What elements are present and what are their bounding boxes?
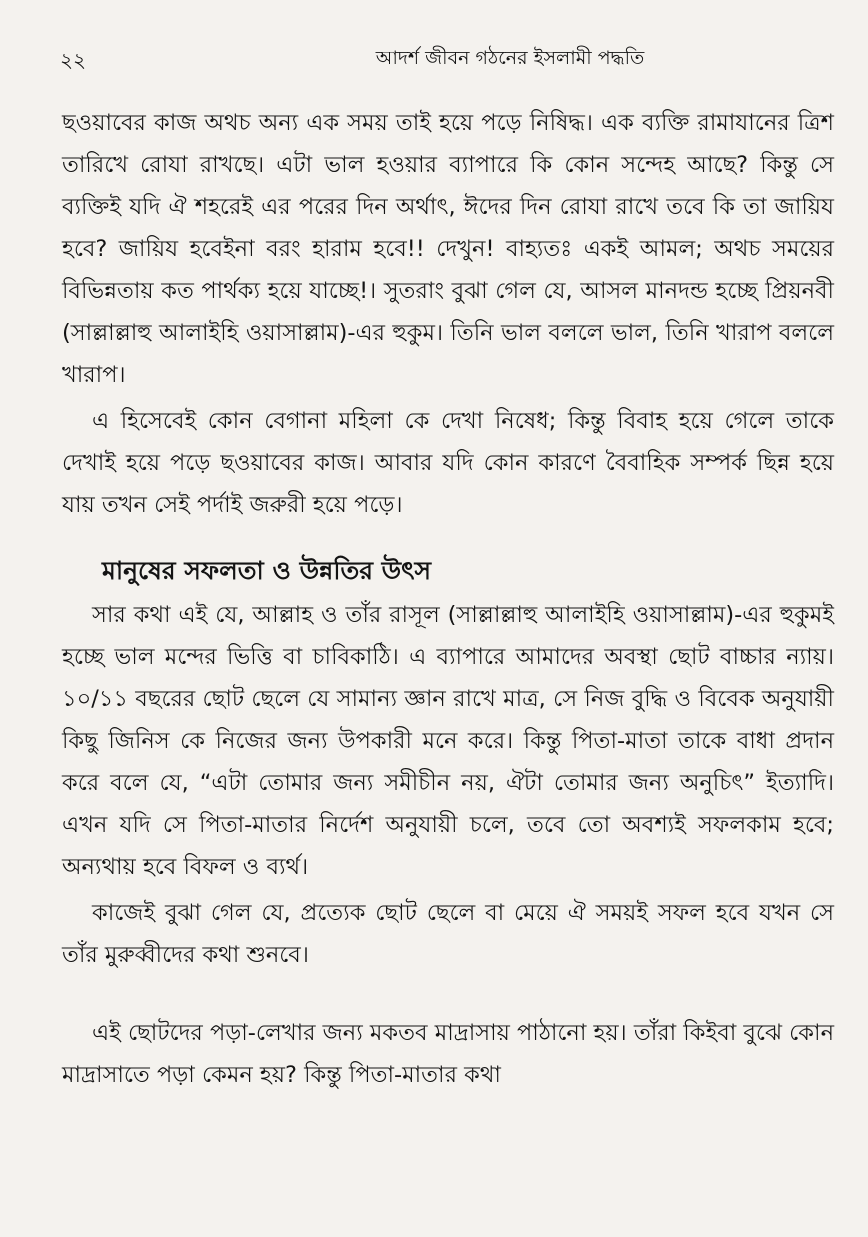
paragraph: কাজেই বুঝা গেল যে, প্রত্যেক ছোট ছেলে বা মেয়ে ঐ সময়ই সফল হবে যখন সে তাঁর মুরুব্বীদের কথা শুনবে। (62, 900, 834, 968)
page-number: ২২ (60, 48, 87, 72)
paragraph: ছওয়াবের কাজ অথচ অন্য এক সময় তাই হয়ে পড়ে নিষিদ্ধ। এক ব্যক্তি রামাযানের ত্রিশ তারিখে রোযা রাখছে। এটা ভাল হওয়ার ব্যাপারে কি কোন সন্দেহ আছে? কিন্তু সে ব্যক্তিই যদি ঐ শহরেই এর পরের দিন অর্থাৎ, ঈদের দিন রোযা রাখে তবে কি তা জায়িয হবে? জায়িয হবেইনা বরং হারাম হবে!! দেখুন! বাহ্যতঃ একই আমল; অথচ সময়ের বিভিন্নতায় কত পার্থক্য হয়ে যাচ্ছে!। সুতরাং বুঝা গেল যে, আসল মানদন্ড হচ্ছে প্রিয়নবী (সাল্লাল্লাহু আলাইহি ওয়াসাল্লাম)-এর হুকুম। তিনি ভাল বললে ভাল, তিনি খারাপ বললে খারাপ। (62, 110, 834, 388)
paragraph: এ হিসেবেই কোন বেগানা মহিলা কে দেখা নিষেধ; কিন্তু বিবাহ হয়ে গেলে তাকে দেখাই হয়ে পড়ে ছওয়াবের কাজ। আবার যদি কোন কারণে বৈবাহিক সম্পর্ক ছিন্ন হয়ে যায় তখন সেই পর্দাই জরুরী হয়ে পড়ে। (62, 408, 834, 518)
paragraph: এই ছোটদের পড়া-লেখার জন্য মকতব মাদ্রাসায় পাঠানো হয়। তাঁরা কিইবা বুঝে কোন মাদ্রাসাতে পড়া কেমন হয়? কিন্তু পিতা-মাতার কথা (62, 1020, 834, 1088)
page-header (60, 44, 840, 74)
paragraph: সার কথা এই যে, আল্লাহ ও তাঁর রাসূল (সাল্লাল্লাহু আলাইহি ওয়াসাল্লাম)-এর হুকুমই হচ্ছে ভাল মন্দের ভিত্তি বা চাবিকাঠি। এ ব্যাপারে আমাদের অবস্থা ছোট বাচ্চার ন্যায়। ১০/১১ বছরের ছোট ছেলে যে সামান্য জ্ঞান রাখে মাত্র, সে নিজ বুদ্ধি ও বিবেক অনুযায়ী কিছু জিনিস কে নিজের জন্য উপকারী মনে করে। কিন্তু পিতা-মাতা তাকে বাধা প্রদান করে বলে যে, “এটা তোমার জন্য সমীচীন নয়, ঐটা তোমার জন্য অনুচিৎ” ইত্যাদি। এখন যদি সে পিতা-মাতার নির্দেশ অনুযায়ী চলে, তবে তো অবশ্যই সফলকাম হবে; অন্যথায় হবে বিফল ও ব্যর্থ। (62, 602, 834, 880)
section-heading: মানুষের সফলতা ও উন্নতির উৎস (102, 556, 432, 585)
body-text (62, 102, 834, 1096)
running-title: আদর্শ জীবন গঠনের ইসলামী পদ্ধতি (375, 47, 645, 69)
